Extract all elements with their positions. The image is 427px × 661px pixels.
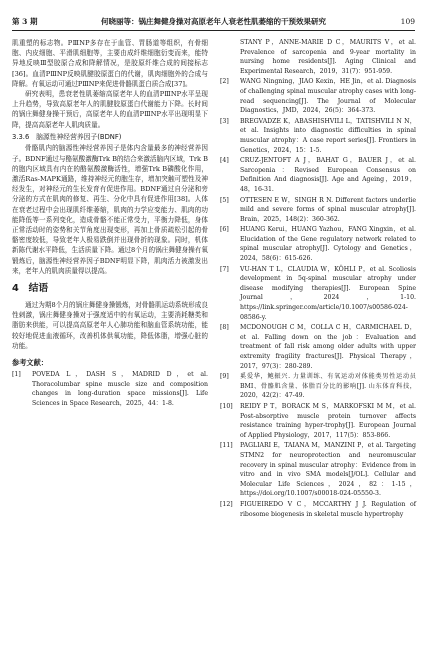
reference-text: POVEDA L，DASH S，MADRID D，et al. Thoracolumbar spine muscle size and composition changes in long-duration space missions[J]. Life Sciences in Space Research，2025，44：1-8. [32,371,208,407]
reference-number: [1] [12,371,21,379]
reference-text: 奚爱华，鲍振兴. 力量训练、有氧运动对体能类男性运动员BMI、骨骼肌含量、体脂百分比的影响[J]. 山东体育科技，2020，42(2)：47-49. [240,373,416,400]
reference-number: [4] [220,157,229,165]
left-column [12,38,208,409]
reference-number: [5] [220,196,229,204]
reference-item [220,225,416,263]
reference-text: CRUZ-JENTOFT A J，BAHAT G，BAUER J，et al. Sarcopenia：Revised European Consensus on Definition And diagnosis[J]. Age and Ageing，2019，48，16-31. [240,157,416,193]
subsection-heading: 3.3.6 脑源性神经营养因子(BDNF) [12,132,122,141]
reference-item [220,77,416,115]
reference-text: REIDY P T，BORACK M S，MARKOFSKI M M，et al. Post-absorptive muscle protein turnover affects resistance training hyper-trophy[J]. European Journal of Applied Physiology，2017，117(5)：853-866. [240,402,416,439]
reference-number [220,38,240,76]
reference-number: [3] [220,117,229,125]
reference-number: [8] [220,324,229,332]
issue-label: 第 3 期 [12,17,38,26]
reference-number: [11] [220,442,233,450]
reference-number: [10] [220,402,233,410]
page-number: 109 [400,17,415,26]
conclusion-paragraph: 通过为期8个月的锅庄舞健身操锻炼，对骨骼肌运动系统形成良性刺激，锅庄舞健身操对于强度适中的有氧运动，主要消耗糖类和脂肪来供能，可以提高高原老年人心肺功能和脑血管系统功能，能较好地促进血液循环，改善机体供氧功能，降低体脂，增强心脏的功能。 [12,301,208,350]
reference-item [220,500,416,519]
reference-item [220,323,416,371]
reference-text: MCDONOUGH C M，COLLA C H，CARMICHAEL D，et al. Falling down on the job：Evaluation and treatment of fall risk among older adults with upper extremity fragility fractures[J]. Physical Therapy，2017，97(3)：280-289. [240,324,416,370]
reference-number: [6] [220,226,229,234]
reference-item [220,196,416,225]
reference-item [12,370,208,408]
running-title: 何晓丽等：锅庄舞健身操对高原老年人衰老性肌萎缩的干预效果研究 [101,17,326,26]
reference-text: OTTESEN E W，SINGH R N. Different factors underlie mild and severe forms of spinal muscular atrophy[J]. Brain，2025，148(2)：360-362. [240,196,416,223]
page-header [12,14,415,31]
reference-item [220,38,416,76]
reference-item [220,156,416,194]
reference-text: FIGUEIREDO V C，MCCARTHY J J. Regulation of ribosome biogenesis in skeletal muscle hypertrophy [240,500,416,518]
reference-number: [12] [220,500,233,508]
body-paragraph: 肌重塑的标志物。PⅢNP多存在于血管、胃肠道等组织，有骨细胞、内皮细胞、平滑肌细胞等，主要由成纤维细胞衍变而来，能特异地反映Ⅲ型胶原合成和降解情况，是胶原纤维合成的间接标志[36]。血清PⅢNP反映肌腱胶原蛋白的代谢，肌肉细胞外的合成与降解。有氧运动可通过PⅢNP来促进骨骼肌蛋白质合成[37]。 [12,39,208,88]
reference-item [220,441,416,499]
right-column [220,38,416,521]
references-heading: 参考文献： [12,358,48,368]
reference-number: [7] [220,265,229,273]
reference-text: BREGVADZE K，ABASHISHVILI L，TATISHVILI N N，et al. Insights into diagnostic difficulties in spinal muscular atrophy：A case report series[J]. Frontiers in Genetics，2024，15：1-5. [240,117,416,154]
reference-text: VU-HAN T L，CLAUDIA W，KÖHLI P，et al. Scoliosis development in 5q-spinal muscular atrophy under disease modifying therapies[J]. European Spine Journal，2024，1-10. https://link.springer.com/article/10.1007/s00586-024-08586-y. [240,265,416,321]
reference-item [220,372,416,401]
reference-text: STANY P，ANNE-MARIE D C，MAURITS V，et al. Prevalence of sarcopenia and 9-year mortality in nursing home residents[J]. Aging Clinical and Experimental Research，2019，31(7)：951-959. [240,39,416,75]
reference-text: HUANG Kerui，HUANG Yazhou，FANG Xingxin，et al. Elucidation of the Gene regulatory network related to spinal muscular atrophy[J]. Cytology and Genetics，2024，58(6)：615-626. [240,226,416,263]
body-paragraph: 研究表明，患衰老性肌萎缩高原老年人的血清PⅢNP水平呈现上升趋势，导致高原老年人的肌腱胶原蛋白代谢能力下降。长时间的锅庄舞健身操干预后，高原老年人的血清PⅢNP水平出现明显下降，提高高原老年人肌肉质量。 [12,90,208,129]
section-heading: 4 结语 [12,283,49,295]
body-paragraph: 骨骼肌内的脑源性神经营养因子是体内含量最多的神经营养因子。BDNF通过与酪氨酸激酶Trk B的结合来激活脑内区域，Trk B的胞内区域具有内在的酪氨酸激酶活性，增强Trk B磷酸化作用，激活Ras-MAPK通路，维持神经元的胞生存，增加突触可塑性及神经发生，对神经元的生长发育有促进作用。BDNF通过自分泌和旁分泌的方式在肌肉的修复、再生、分化中具有促进作用[38]。人体在衰老过程中会出现肌纤维萎缩，肌肉的力学应变能力、肌肉的功能降低等一系列变化，造成骨骼不能正常受力，平衡力降低，身体正常活动时的姿势和关节角度出现变形，再加上骨质疏松引起的骨骼密度较低，导致老年人极易跌倒并出现骨折的现象。同时，机体新陈代谢水平降低，生活质量下降。通过8个月的锅庄舞健身操有氧锻炼后，脑源性神经营养因子BDNF明显下降，肌肉活力被激发出来，老年人的肌肉质量得以提高。 [12,144,208,275]
reference-item [220,265,416,323]
reference-item [220,402,416,440]
reference-item [220,117,416,155]
reference-number: [9] [220,373,229,381]
reference-text: WANG Ningning，JIAO Kexin，HE Jin，et al. Diagnosis of challenging spinal muscular atrophy cases with long-read sequencing[J]. The Journal of Molecular Diagnostics，JMD，2024，26(5)：364-373. [240,78,416,115]
reference-text: PAGLIARI E，TAIANA M，MANZINI P，et al. Targeting STMN2 for neuroprotection and neuromuscular recovery in spinal muscular atrophy：Evidence from in vitro and in vivo SMA models[J/OL]. Cellular and Molecular Life Sciences，2024，82：1-15，https://doi.org/10.1007/s00018-024-05550-3. [240,442,416,498]
reference-number: [2] [220,78,229,86]
